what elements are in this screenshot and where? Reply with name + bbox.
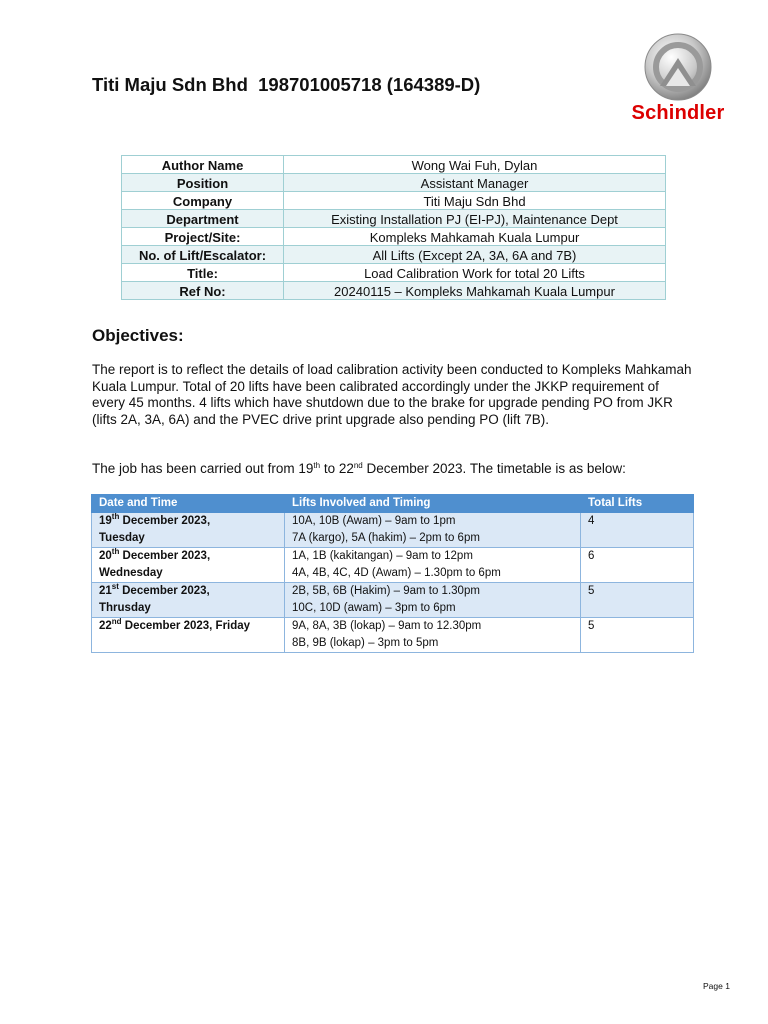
ordinal-suffix: nd [353, 461, 363, 470]
lift-slot: 8B, 9B (lokap) – 3pm to 5pm [292, 637, 439, 649]
column-header-lifts: Lifts Involved and Timing [285, 495, 581, 513]
timetable-lifts [285, 548, 581, 583]
ordinal-suffix: nd [111, 617, 122, 626]
meta-row [122, 156, 666, 174]
timetable-date [92, 513, 285, 548]
meta-value: Existing Installation PJ (EI-PJ), Maintenance Dept [284, 210, 666, 228]
date-day: 19 [99, 515, 112, 527]
date-day: 20 [99, 550, 112, 562]
ordinal-suffix: st [111, 582, 119, 591]
meta-row [122, 192, 666, 210]
timetable-row [92, 583, 694, 618]
timetable-date [92, 583, 285, 618]
meta-value: Titi Maju Sdn Bhd [284, 192, 666, 210]
document-metadata-table [121, 155, 666, 300]
meta-row [122, 210, 666, 228]
meta-label: No. of Lift/Escalator: [122, 246, 284, 264]
timetable-header-row [92, 495, 694, 513]
meta-value: Load Calibration Work for total 20 Lifts [284, 264, 666, 282]
logo-wordmark: Schindler [631, 102, 725, 124]
timetable-row [92, 618, 694, 653]
meta-row [122, 264, 666, 282]
timetable-total: 5 [581, 618, 694, 653]
meta-label: Ref No: [122, 282, 284, 300]
meta-label: Title: [122, 264, 284, 282]
meta-value: Assistant Manager [284, 174, 666, 192]
lift-slot: 10C, 10D (awam) – 3pm to 6pm [292, 602, 456, 614]
meta-label: Position [122, 174, 284, 192]
document-header-title: Titi Maju Sdn Bhd 198701005718 (164389-D) [92, 74, 481, 95]
timetable-total: 6 [581, 548, 694, 583]
meta-row [122, 174, 666, 192]
meta-value: Kompleks Mahkamah Kuala Lumpur [284, 228, 666, 246]
lift-slot: 7A (kargo), 5A (hakim) – 2pm to 6pm [292, 532, 480, 544]
ordinal-suffix: th [313, 461, 321, 470]
ordinal-suffix: th [111, 547, 120, 556]
meta-row [122, 246, 666, 264]
timetable-total: 5 [581, 583, 694, 618]
schindler-logo [622, 32, 734, 128]
date-weekday: Tuesday [99, 532, 145, 544]
date-month-year: December 2023, [118, 585, 210, 597]
intro-text-mid: to 22 [320, 461, 354, 476]
column-header-total: Total Lifts [581, 495, 694, 513]
date-month-year: December 2023, [119, 550, 211, 562]
lift-slot: 1A, 1B (kakitangan) – 9am to 12pm [292, 550, 473, 562]
date-day: 22 [99, 620, 112, 632]
page-number: Page 1 [703, 981, 730, 991]
timetable-lifts [285, 513, 581, 548]
meta-label: Department [122, 210, 284, 228]
date-weekday: Wednesday [99, 567, 163, 579]
ordinal-suffix: th [111, 512, 120, 521]
timetable-row [92, 513, 694, 548]
intro-text-start: The job has been carried out from 19 [92, 461, 314, 476]
date-weekday: Thrusday [99, 602, 151, 614]
objectives-paragraph: The report is to reflect the details of load calibration activity been conducted to Kompleks Mahkamah Kuala Lumpur. Total of 20 lifts have been calibrated accordingly under the JKKP requirement of every 45 months. 4 lifts which have shutdown due to the brake for upgrade pending PO from JKR (lifts 2A, 3A, 6A) and the PVEC drive print upgrade also pending PO (lift 7B). [92, 362, 692, 427]
calibration-timetable [91, 494, 694, 653]
column-header-date: Date and Time [92, 495, 285, 513]
lift-slot: 2B, 5B, 6B (Hakim) – 9am to 1.30pm [292, 585, 480, 597]
meta-value: Wong Wai Fuh, Dylan [284, 156, 666, 174]
timetable-total: 4 [581, 513, 694, 548]
date-month-year: December 2023, Friday [121, 620, 251, 632]
date-month-year: December 2023, [119, 515, 211, 527]
lift-slot: 10A, 10B (Awam) – 9am to 1pm [292, 515, 456, 527]
timetable-row [92, 548, 694, 583]
meta-value: All Lifts (Except 2A, 3A, 6A and 7B) [284, 246, 666, 264]
schedule-intro-paragraph [92, 461, 692, 478]
meta-label: Project/Site: [122, 228, 284, 246]
timetable-date [92, 548, 285, 583]
lift-slot: 9A, 8A, 3B (lokap) – 9am to 12.30pm [292, 620, 482, 632]
intro-text-end: December 2023. The timetable is as below: [362, 461, 626, 476]
lift-slot: 4A, 4B, 4C, 4D (Awam) – 1.30pm to 6pm [292, 567, 501, 579]
meta-value: 20240115 – Kompleks Mahkamah Kuala Lumpur [284, 282, 666, 300]
timetable-lifts [285, 583, 581, 618]
date-day: 21 [99, 585, 112, 597]
meta-row [122, 282, 666, 300]
meta-row [122, 228, 666, 246]
objectives-heading: Objectives: [92, 326, 184, 345]
timetable-date [92, 618, 285, 653]
meta-label: Author Name [122, 156, 284, 174]
timetable-lifts [285, 618, 581, 653]
meta-label: Company [122, 192, 284, 210]
